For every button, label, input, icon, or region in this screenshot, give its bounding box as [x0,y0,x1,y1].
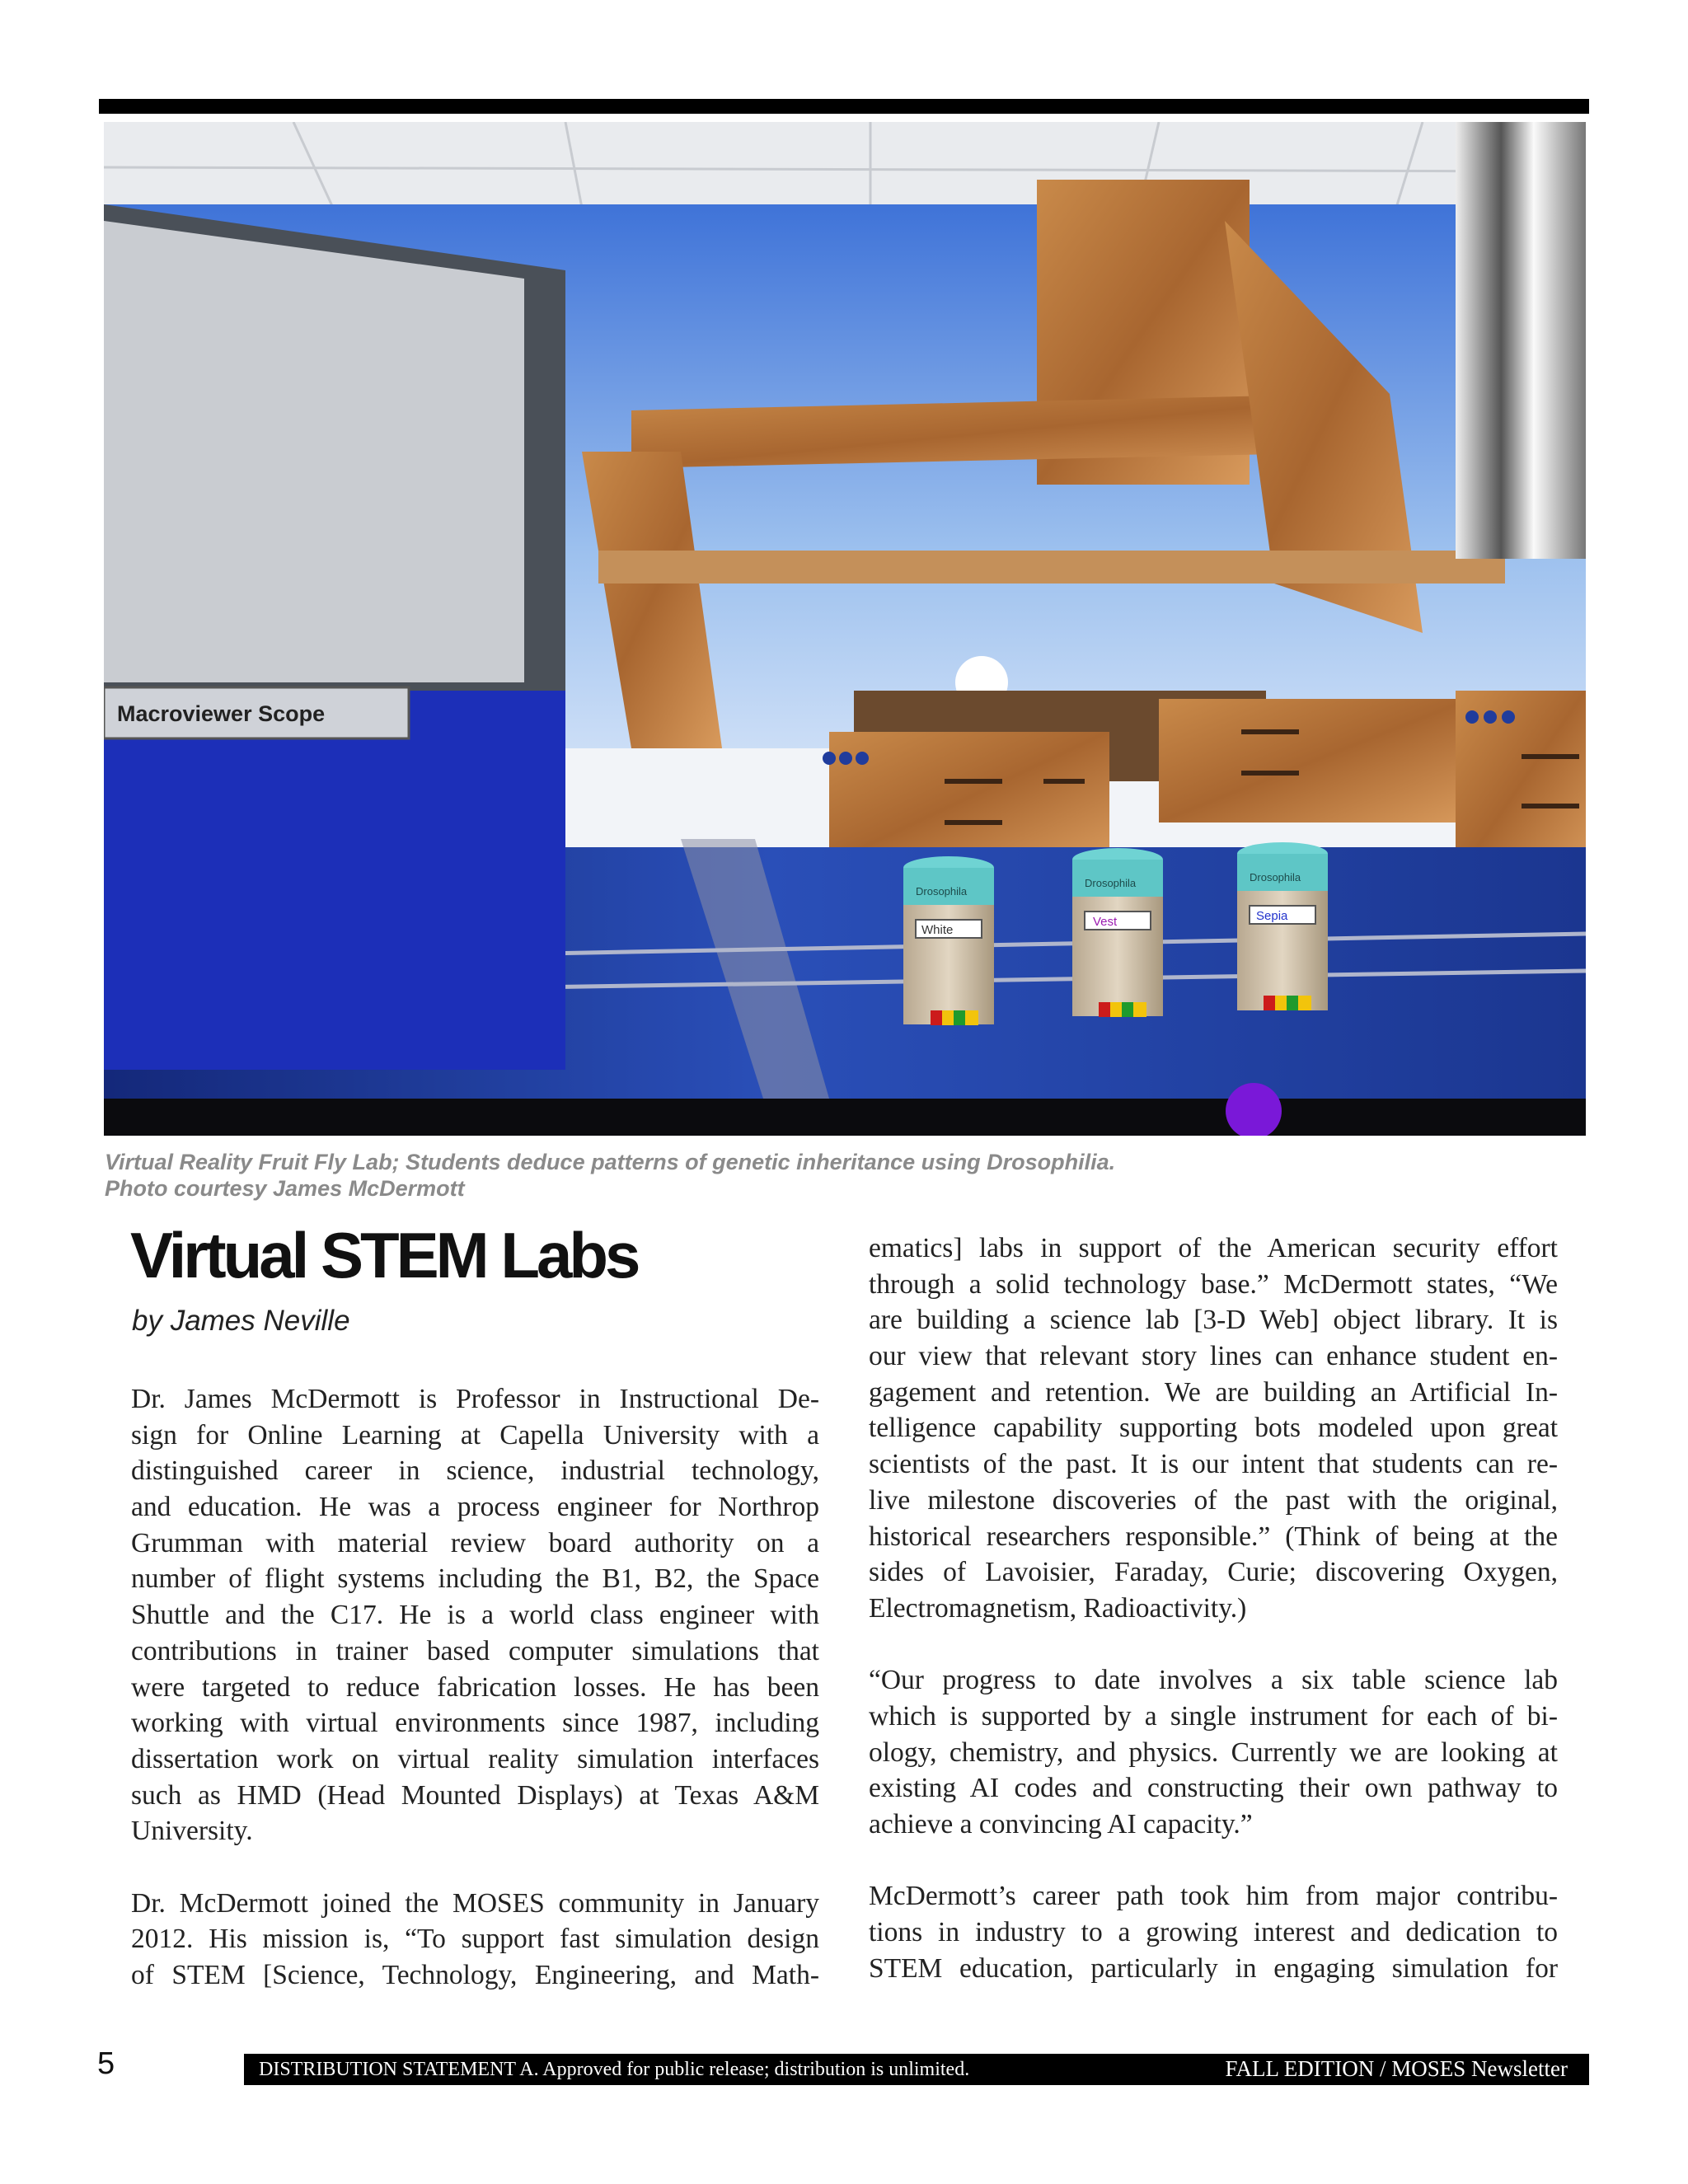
text-line: historical researchers responsible.” (Think of being at the [869,1521,1558,1552]
text-line: gagement and retention. We are building an Artificial In- [869,1376,1558,1408]
caption-credit: Photo courtesy James McDermott [105,1176,465,1201]
text-line: “Our progress to date involves a six table science lab [869,1665,1558,1696]
text-line: which is supported by a single instrument for each of bi- [869,1700,1558,1732]
footer-bar [244,2054,1589,2085]
text-line: ology, chemistry, and physics. Currently we are looking at [869,1736,1558,1768]
text-line: Shuttle and the C17. He is a world class engineer with [131,1600,819,1631]
text-line: contributions in trainer based computer simulations that [131,1635,819,1666]
text-line: of STEM [Science, Technology, Engineering, and Math- [131,1960,819,1990]
svg-text:Drosophila: Drosophila [916,885,968,898]
text-line: scientists of the past. It is our intent that students can re- [869,1449,1558,1480]
text-line: Dr. James McDermott is Professor in Instructional De- [131,1384,819,1414]
svg-text:Sepia: Sepia [1256,909,1288,923]
svg-text:Drosophila: Drosophila [1250,871,1301,883]
vial-vest [1072,848,1163,1017]
newsletter-edition: FALL EDITION / MOSES Newsletter [1225,2056,1568,2081]
svg-text:Vest: Vest [1093,915,1118,929]
text-line: working with virtual environments since 1987, including [131,1708,819,1739]
text-line: and education. He was a process engineer for Northrop [131,1492,819,1523]
text-line: telligence capability supporting bots modeled upon great [869,1413,1558,1444]
text-line: 2012. His mission is, “To support fast simulation design [131,1924,819,1955]
text-line: sides of Lavoisier, Faraday, Curie; discovering Oxygen, [869,1557,1558,1588]
text-line: live milestone discoveries of the past with the original, [869,1484,1558,1516]
vial-sepia [1237,842,1328,1010]
text-line: tions in industry to a growing interest and dedication to [869,1917,1558,1948]
text-line: existing AI codes and constructing their own pathway to [869,1773,1558,1804]
page-number: 5 [97,2046,115,2081]
text-line: University. [131,1816,253,1847]
text-line: Dr. McDermott joined the MOSES community in January [131,1887,819,1919]
text-line: are building a science lab [3-D Web] object library. It is [869,1305,1558,1336]
svg-text:White: White [921,923,954,937]
article-title: Virtual STEM Labs [130,1219,638,1291]
text-line: through a solid technology base.” McDermott states, “We [869,1268,1558,1300]
top-rule [99,99,1589,114]
text-line: STEM education, particularly in engaging simulation for [869,1952,1558,1984]
text-line: Grumman with material review board authority on a [131,1527,819,1558]
paragraph-gap [869,1627,1558,1663]
text-line: McDermott’s career path took him from major contribu- [869,1881,1558,1912]
text-line: ematics] labs in support of the American security effort [869,1233,1558,1263]
lab-photo [104,122,1586,1136]
caption-line: Virtual Reality Fruit Fly Lab; Students deduce patterns of genetic inheritance using Drosophilia. [105,1150,1116,1174]
macroviewer-scope-label: Macroviewer Scope [117,701,326,726]
text-line: were targeted to reduce fabrication losses. He has been [131,1671,819,1703]
text-line: sign for Online Learning at Capella University with a [131,1419,819,1451]
left-column [131,1381,819,1994]
text-line: Electromagnetism, Radioactivity.) [869,1592,1247,1624]
distribution-statement: DISTRIBUTION STATEMENT A. Approved for public release; distribution is unlimited. [259,2059,970,2080]
text-line: dissertation work on virtual reality simulation interfaces [131,1743,819,1774]
text-line: number of flight systems including the B1, B2, the Space [131,1563,819,1595]
vial-white [903,856,994,1025]
photo-caption [105,1149,1588,1202]
article-byline: by James Neville [132,1305,350,1337]
virtual-lab-scene [104,122,1586,1136]
svg-text:Drosophila: Drosophila [1085,877,1137,889]
paragraph-gap [131,1849,819,1886]
text-line: distinguished career in science, industrial technology, [131,1455,819,1487]
text-line: such as HMD (Head Mounted Displays) at Texas A&M [131,1779,819,1811]
text-line: achieve a convincing AI capacity.” [869,1809,1253,1840]
paragraph-gap [869,1843,1558,1879]
text-line: our view that relevant story lines can enhance student en- [869,1341,1558,1372]
right-column [869,1230,1558,1986]
